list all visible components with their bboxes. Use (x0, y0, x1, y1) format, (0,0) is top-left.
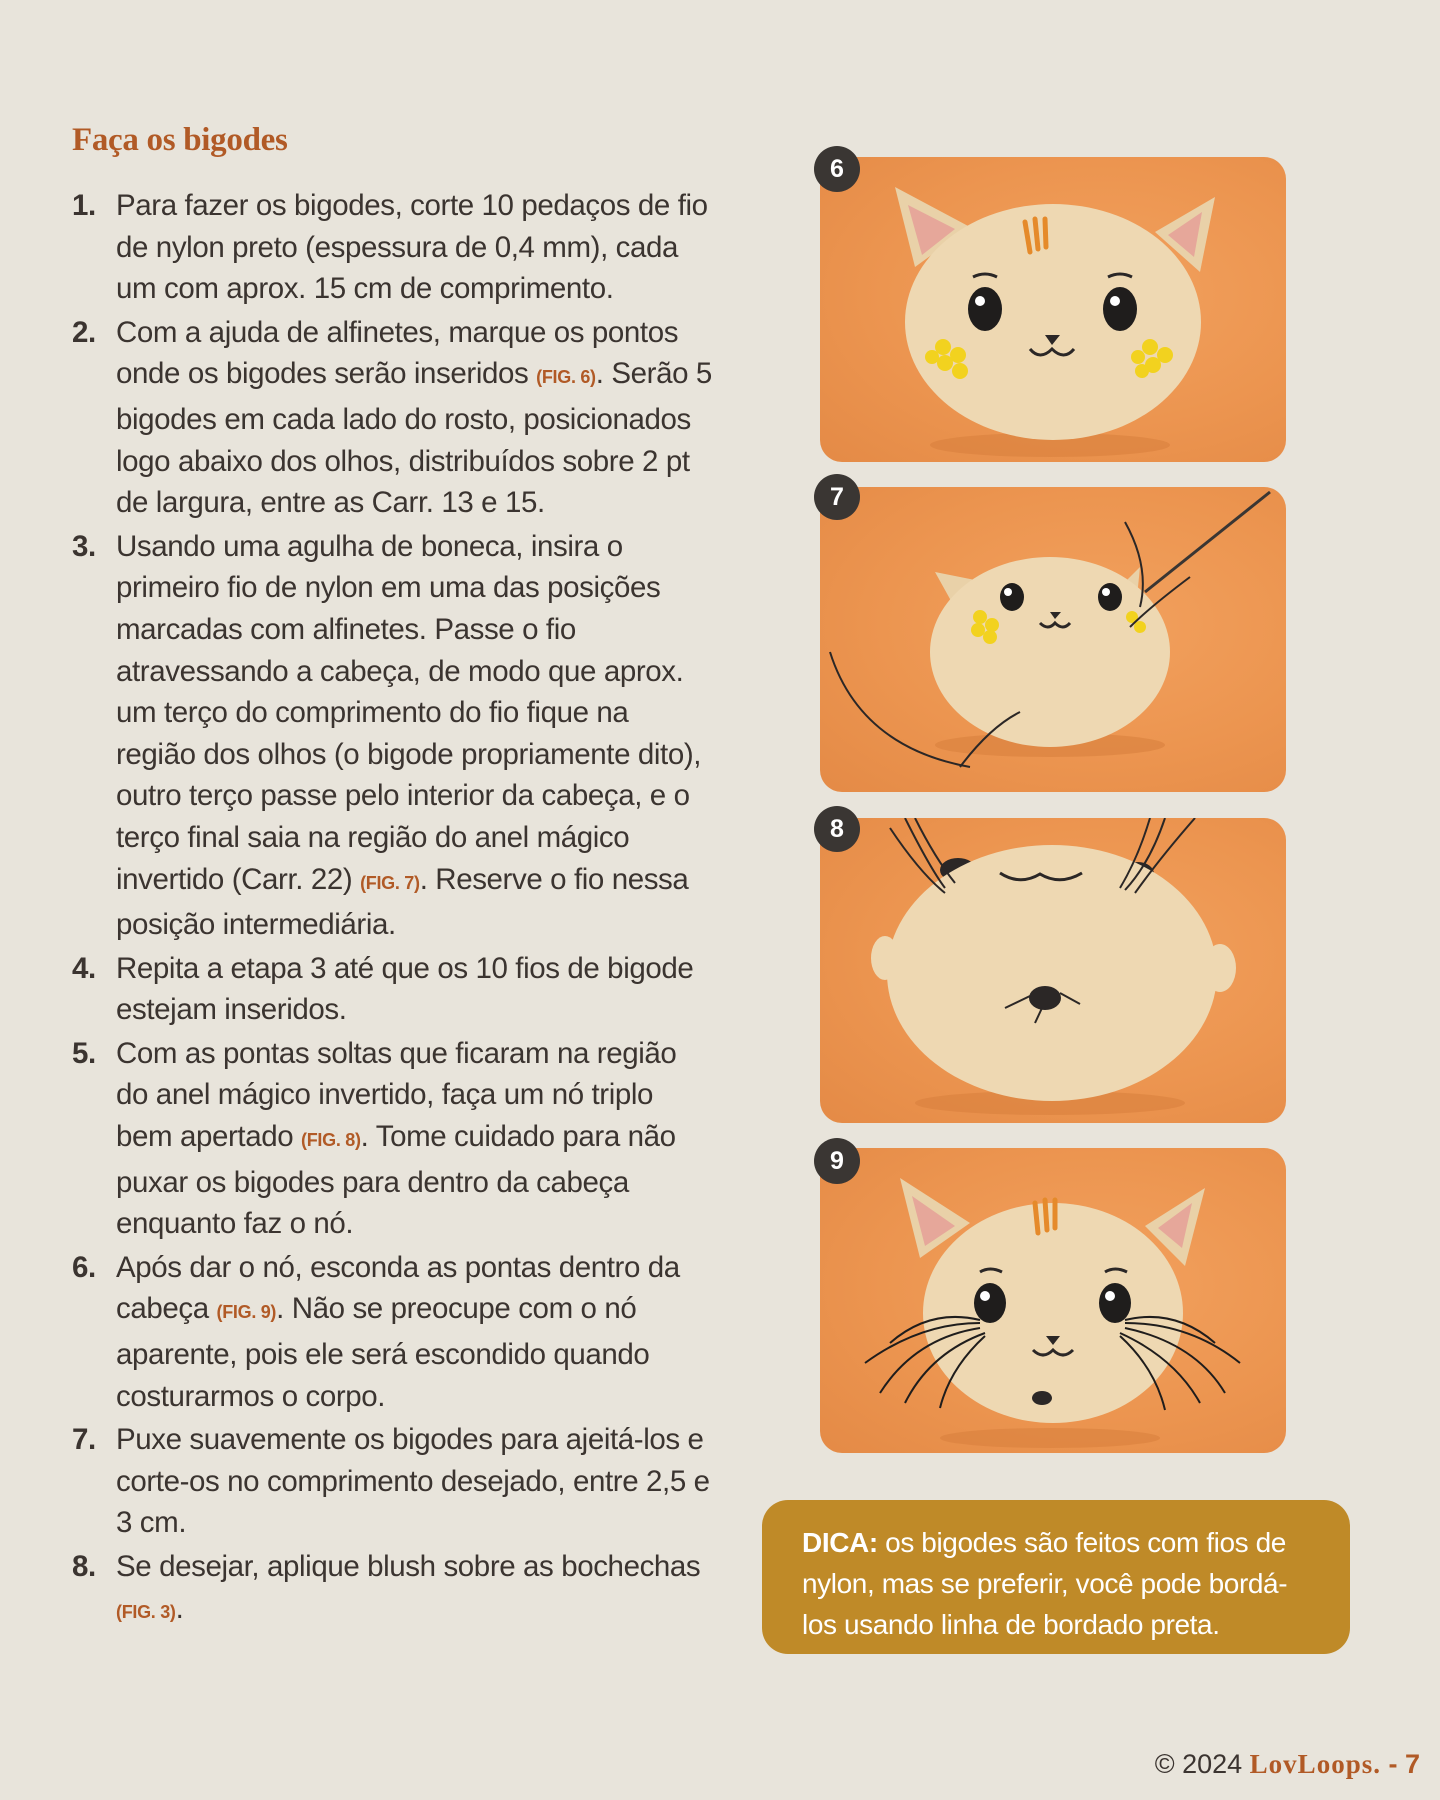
page-footer (1155, 1749, 1420, 1780)
step-text: Após dar o nó, esconda as pontas dentro da cabeça (116, 1250, 680, 1326)
step-text: . Serão 5 bigodes em cada lado do rosto, posicionados logo abaixo dos olhos, distribuídos sobre 2 pt de largura, entre as Carr. 13 e 15. (116, 357, 712, 520)
step-2 (72, 312, 712, 524)
step-text: . Não se preocupe com o nó aparente, pois ele será escondido quando costurarmos o corpo. (116, 1292, 650, 1413)
figure-9-badge: 9 (814, 1138, 860, 1184)
page-number: 7 (1404, 1749, 1420, 1779)
step-text: Se desejar, aplique blush sobre as bochechas (116, 1550, 701, 1583)
figure-6-photo (820, 157, 1286, 462)
step-4 (72, 948, 712, 1031)
figure-9-photo (820, 1148, 1286, 1453)
steps-list (72, 185, 712, 1633)
step-text: Com as pontas soltas que ficaram na região do anel mágico invertido, faça um nó triplo bem apertado (116, 1036, 677, 1154)
step-1 (72, 185, 712, 310)
step-number: 8. (72, 1550, 96, 1583)
step-number: 7. (72, 1423, 96, 1457)
step-text: Para fazer os bigodes, corte 10 pedaços de fio de nylon preto (espessura de 0,4 mm), cada um com aprox. 15 cm de comprimento. (116, 189, 708, 306)
tip-box (762, 1500, 1350, 1654)
figure-reference: (FIG. 7) (360, 872, 420, 893)
step-6 (72, 1247, 712, 1417)
step-5 (72, 1033, 712, 1245)
section-title: Faça os bigodes (72, 122, 288, 158)
figure-reference: (FIG. 9) (216, 1302, 277, 1323)
crochet-cat-head-with-needle-photo-icon (820, 487, 1286, 792)
figure-reference: (FIG. 3) (116, 1601, 176, 1622)
tip-label: DICA: (802, 1527, 878, 1558)
crochet-cat-head-front-photo-icon (820, 157, 1286, 462)
step-text: . Reserve o fio nessa posição intermediária. (116, 862, 689, 942)
step-number: 4. (72, 951, 96, 985)
step-number: 5. (72, 1036, 96, 1070)
brand-logo: LovLoops. (1249, 1749, 1381, 1779)
figure-7-badge: 7 (814, 474, 860, 520)
step-number: 2. (72, 315, 96, 349)
crochet-cat-head-back-knot-photo-icon (820, 818, 1286, 1123)
step-text: Com a ajuda de alfinetes, marque os pontos onde os bigodes serão inseridos (116, 315, 679, 391)
figure-8-badge: 8 (814, 806, 860, 852)
step-3 (72, 526, 712, 946)
step-number: 3. (72, 529, 96, 563)
figure-reference: (FIG. 8) (301, 1130, 361, 1151)
step-text: Usando uma agulha de boneca, insira o primeiro fio de nylon em uma das posições marcadas com alfinetes. Passe o fio atravessando a cabeça, de modo que aprox. um terço do comprimento do fio fique na região dos olhos (o bigode propriamente dito), outro terço passe pelo interior da cabeça, e o terço final saia na região do anel mágico invertido (Carr. 22) (116, 529, 702, 896)
step-text: . (175, 1591, 184, 1625)
step-7 (72, 1419, 712, 1544)
tip-text: os bigodes são feitos com fios de nylon, mas se preferir, você pode bordá-los usando linha de bordado preta. (802, 1527, 1288, 1640)
step-8 (72, 1546, 712, 1633)
crochet-cat-head-with-whiskers-photo-icon (820, 1148, 1286, 1453)
page-separator: - (1380, 1749, 1405, 1779)
figure-7-photo (820, 487, 1286, 792)
figure-6-badge: 6 (814, 146, 860, 192)
step-text: Puxe suavemente os bigodes para ajeitá-los e corte-os no comprimento desejado, entre 2,5 e 3 cm. (116, 1423, 710, 1540)
step-number: 6. (72, 1250, 96, 1284)
step-text: Repita a etapa 3 até que os 10 fios de bigode estejam inseridos. (116, 951, 694, 1027)
step-text: . Tome cuidado para não puxar os bigodes para dentro da cabeça enquanto faz o nó. (116, 1120, 676, 1241)
figure-8-photo (820, 818, 1286, 1123)
step-number: 1. (72, 189, 96, 222)
figure-reference: (FIG. 6) (536, 367, 596, 388)
copyright: © 2024 (1154, 1749, 1243, 1779)
instructions-column (72, 122, 712, 1635)
